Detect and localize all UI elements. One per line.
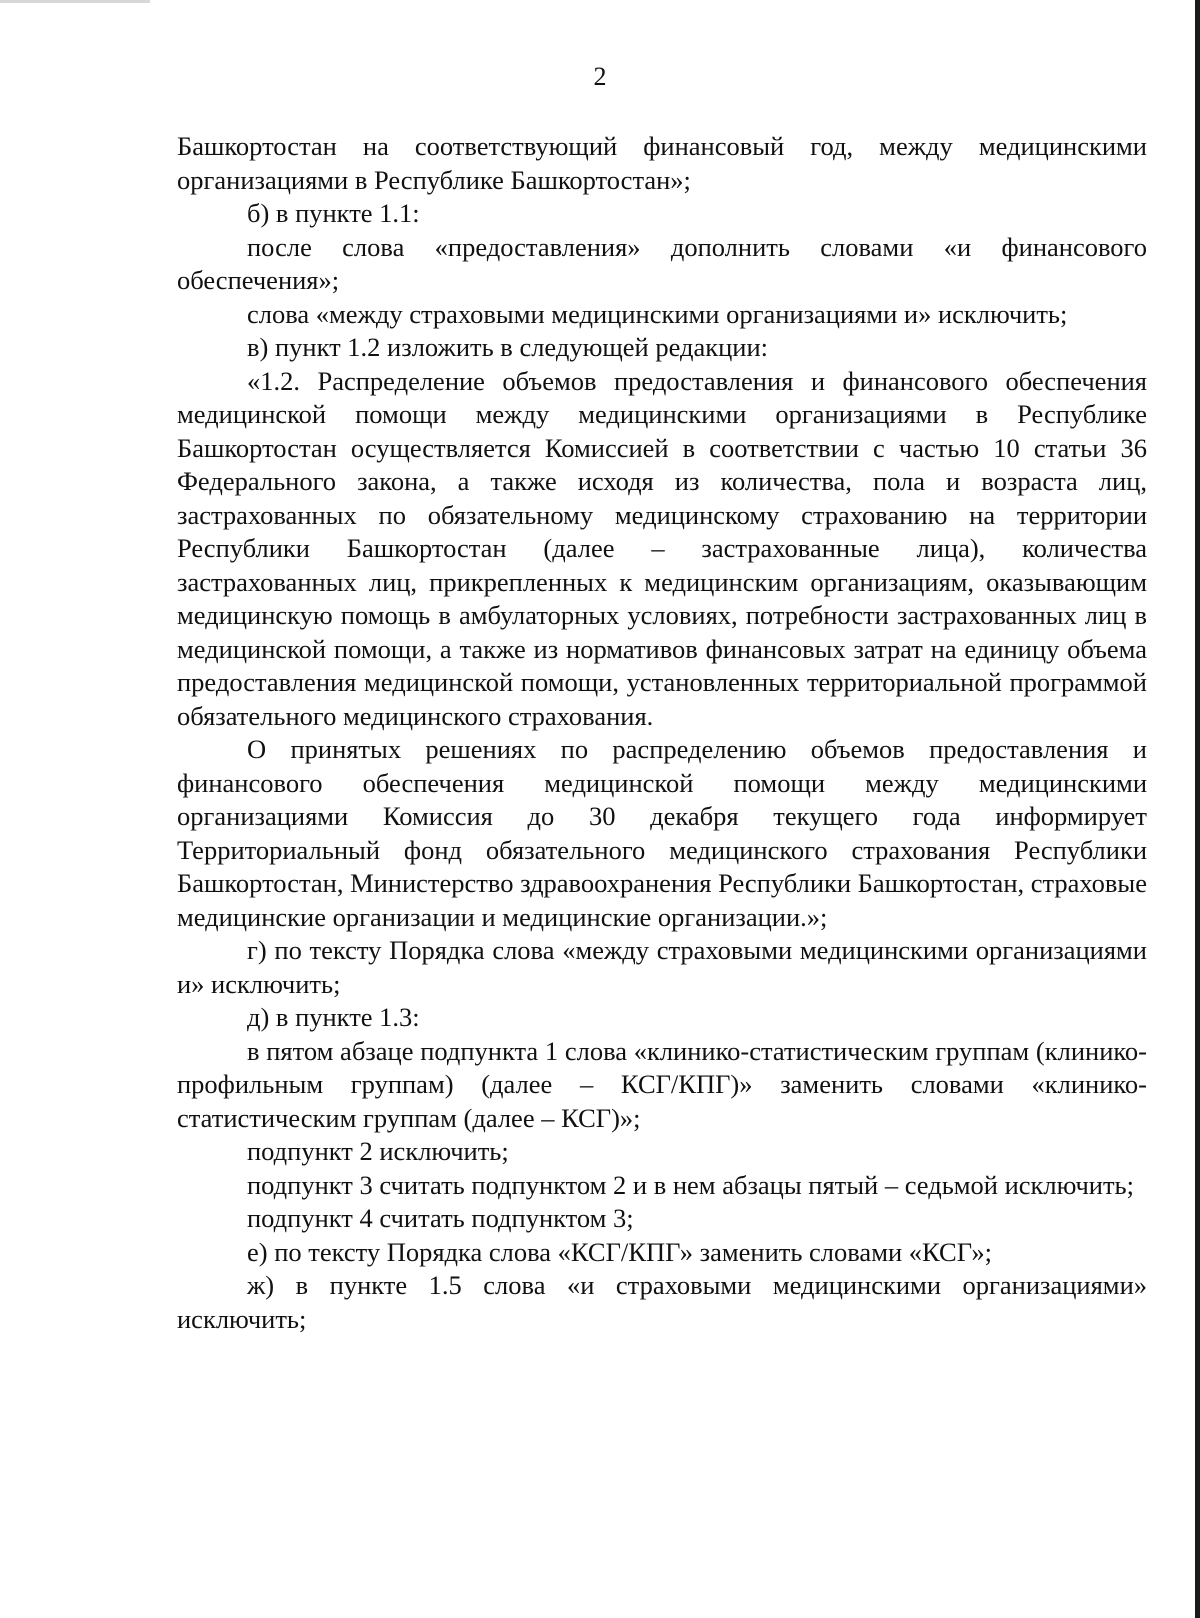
paragraph: д) в пункте 1.3: bbox=[247, 1002, 420, 1032]
paragraph: ж) в пункте 1.5 слова «и страховыми медицинскими организациями» исключить; bbox=[177, 1270, 1147, 1334]
paragraph: после слова «предоставления» дополнить словами «и финансового обеспечения»; bbox=[177, 231, 1147, 295]
paragraph: в пятом абзаце подпункта 1 слова «клинико-статистическим группам (клинико-профильным группам) (далее – КСГ/КПГ)» заменить словами «клинико-статистическим группам (далее – КСГ)»; bbox=[177, 1035, 1147, 1133]
paragraph: подпункт 2 исключить; bbox=[247, 1136, 509, 1166]
paragraph: О принятых решениях по распределению объемов предоставления и финансового обеспечения медицинской помощи между медицинскими организациями Комиссия до 30 декабря текущего года информирует Территориальный фонд обязательного медицинского страхования Республики Башкортостан, Министерство здравоохранения Республики Башкортостан, страховые медицинские организации и медицинские организации.»; bbox=[177, 734, 1147, 932]
scan-artifact bbox=[0, 0, 150, 3]
paragraph: б) в пункте 1.1: bbox=[247, 198, 420, 228]
paragraph: Башкортостан на соответствующий финансовый год, между медицинскими организациями в Республике Башкортостан»; bbox=[177, 131, 1147, 195]
paragraph: подпункт 4 считать подпунктом 3; bbox=[247, 1203, 634, 1233]
paragraph: слова «между страховыми медицинскими организациями и» исключить; bbox=[247, 298, 1068, 329]
paragraph: е) по тексту Порядка слова «КСГ/КПГ» заменить словами «КСГ»; bbox=[247, 1236, 992, 1267]
paragraph: г) по тексту Порядка слова «между страховыми медицинскими организациями и» исключить; bbox=[177, 935, 1147, 999]
paragraph: подпункт 3 считать подпунктом 2 и в нем абзацы пятый – седьмой исключить; bbox=[247, 1169, 1134, 1200]
paragraph: «1.2. Распределение объемов предоставления и финансового обеспечения медицинской помощи между медицинскими организациями в Республике Башкортостан осуществляется Комиссией в соответствии с частью 10 статьи 36 Федерального закона, а также исходя из количества, пола и возраста лиц, застрахованных по обязательному медицинскому страхованию на территории Республики Башкортостан (далее – застрахованные лица), количества застрахованных лиц, прикрепленных к медицинским организациям, оказывающим медицинскую помощь в амбулаторных условиях, потребности застрахованных лиц в медицинской помощи, а также из нормативов финансовых затрат на единицу объема предоставления медицинской помощи, установленных территориальной программой обязательного медицинского страхования. bbox=[177, 365, 1147, 731]
page-number: 2 bbox=[593, 62, 607, 91]
document-body bbox=[177, 130, 1147, 1336]
scan-edge bbox=[1195, 0, 1200, 1618]
paragraph: в) пункт 1.2 изложить в следующей редакции: bbox=[247, 332, 769, 362]
